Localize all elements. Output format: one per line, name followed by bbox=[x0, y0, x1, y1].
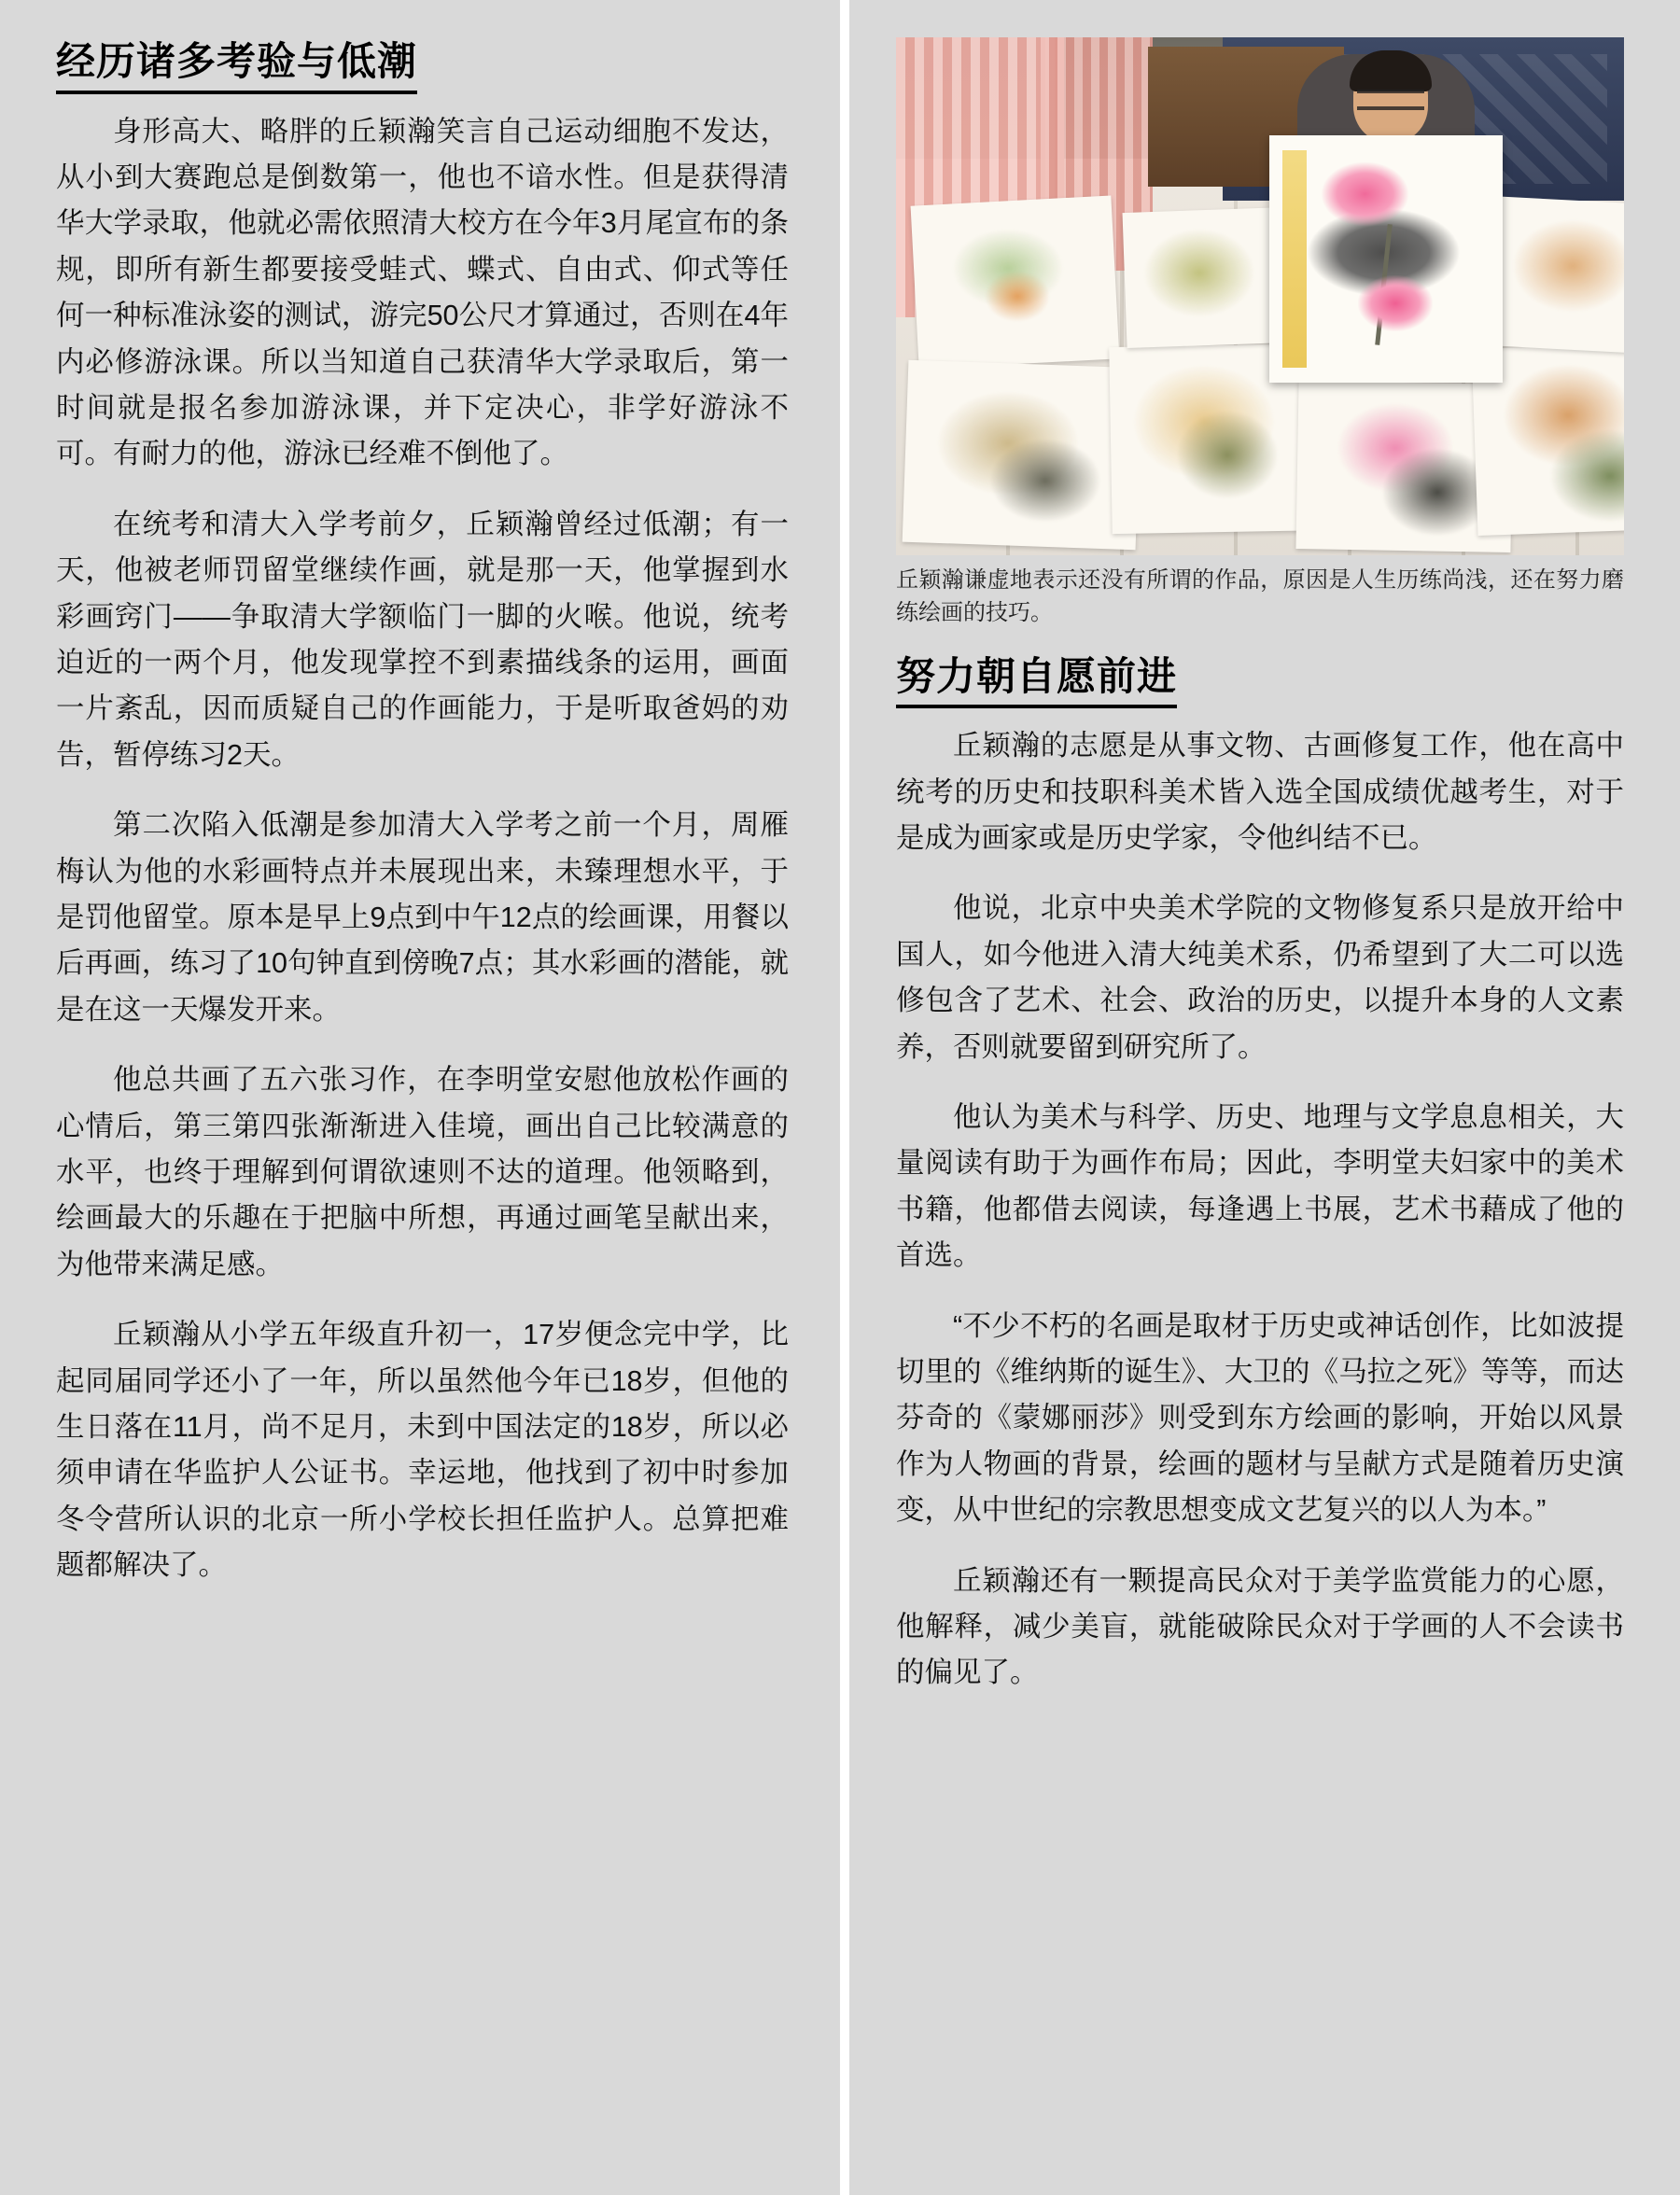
photo-paint-blob bbox=[985, 271, 1050, 322]
painting-yellow-band bbox=[1282, 150, 1307, 368]
right-heading-wrap bbox=[896, 652, 1624, 715]
right-paragraph-5: 丘颖瀚还有一颗提高民众对于美学监赏能力的心愿，他解释，减少美盲，就能破除民众对于学画的人不会读书的偏见了。 bbox=[896, 1564, 1624, 1689]
left-paragraph-3: 第二次陷入低潮是参加清大入学考之前一个月，周雁梅认为他的水彩画特点并未展现出来，未臻理想水平，于是罚他留堂。原本是早上9点到中午12点的绘画课，用餐以后再画，练习了10句钟直到傍晚7点；其水彩画的潜能，就是在这一天爆发开来。 bbox=[56, 809, 789, 1026]
right-paragraph-2: 他说，北京中央美术学院的文物修复系只是放开给中国人，如今他进入清大纯美术系，仍希望到了大二可以选修包含了艺术、社会、政治的历史，以提升本身的人文素养，否则就要留到研究所了。 bbox=[896, 892, 1624, 1063]
photo-held-painting bbox=[1269, 135, 1503, 383]
left-paragraph-5: 丘颖瀚从小学五年级直升初一，17岁便念完中学，比起同届同学还小了一年，所以虽然他今年已18岁，但他的生日落在11月，尚不足月，未到中国法定的18岁，所以必须申请在华监护人公证书。幸运地，他找到了初中时参加冬令营所认识的北京一所小学校长担任监护人。总算把难题都解决了。 bbox=[56, 1319, 789, 1582]
painting-lotus-flower-second bbox=[1358, 275, 1433, 331]
right-section-heading: 努力朝自愿前进 bbox=[896, 652, 1177, 709]
right-paragraph-4: “不少不朽的名画是取材于历史或神话创作，比如波提切里的《维纳斯的诞生》、大卫的《马拉之死》等等，而达芬奇的《蒙娜丽莎》则受到东方绘画的影响，开始以风景作为人物画的背景，绘画的题材与呈献方式是随着历史演变，从中世纪的宗教思想变成文艺复兴的以人为本。” bbox=[896, 1309, 1624, 1527]
left-section-heading: 经历诸多考验与低潮 bbox=[56, 37, 417, 94]
left-paragraph-4: 他总共画了五六张习作，在李明堂安慰他放松作画的心情后，第三第四张渐渐进入佳境，画出自己比较满意的水平，也终于理解到何谓欲速则不达的道理。他领略到，绘画最大的乐趣在于把脑中所想，再通过画笔呈献出来，为他带来满足感。 bbox=[56, 1064, 789, 1280]
article-figure bbox=[896, 37, 1624, 630]
figure-caption: 丘颖瀚谦虚地表示还没有所谓的作品，原因是人生历练尚浅，还在努力磨练绘画的技巧。 bbox=[896, 567, 1624, 625]
right-paragraph-1: 丘颖瀚的志愿是从事文物、古画修复工作，他在高中统考的历史和技职科美术皆入选全国成绩优越考生，对于是成为画家或是历史学家，令他纠结不已。 bbox=[896, 730, 1624, 854]
left-heading-wrap bbox=[56, 37, 789, 100]
right-paragraph-3: 他认为美术与科学、历史、地理与文学息息相关，大量阅读有助于为画作布局；因此，李明堂夫妇家中的美术书籍，他都借去阅读，每逢遇上书展，艺术书藉成了他的首选。 bbox=[896, 1100, 1624, 1272]
column-divider bbox=[840, 0, 849, 2195]
photo-paint-blob bbox=[1143, 229, 1255, 317]
photo-paint-blob bbox=[1512, 219, 1624, 313]
photo-paint-blob bbox=[989, 439, 1101, 523]
photo-paint-blob bbox=[1176, 411, 1279, 499]
glasses-icon bbox=[1357, 90, 1424, 110]
left-paragraph-2: 在统考和清大入学考前夕，丘颖瀚曾经过低潮；有一天，他被老师罚留堂继续作画，就是那一天，他掌握到水彩画窍门——争取清大学额临门一脚的火喉。他说，统考迫近的一两个月，他发现掌控不到素描线条的运用，画面一片紊乱，因而质疑自己的作画能力，于是听取爸妈的劝告，暂停练习2天。 bbox=[56, 508, 789, 771]
article-photo bbox=[896, 37, 1624, 555]
right-column bbox=[849, 0, 1680, 2195]
left-paragraph-1: 身形高大、略胖的丘颖瀚笑言自己运动细胞不发达，从小到大赛跑总是倒数第一，他也不谙水性。但是获得清华大学录取，他就必需依照清大校方在今年3月尾宣布的条规，即所有新生都要接受蛙式、蝶式、自由式、仰式等任何一种标准泳姿的测试，游完50公尺才算通过，否则在4年内必修游泳课。所以当知道自己获清华大学录取后，第一时间就是报名参加游泳课，并下定决心，非学好游泳不可。有耐力的他，游泳已经难不倒他了。 bbox=[56, 115, 789, 470]
painting-lotus-flower bbox=[1321, 161, 1409, 227]
